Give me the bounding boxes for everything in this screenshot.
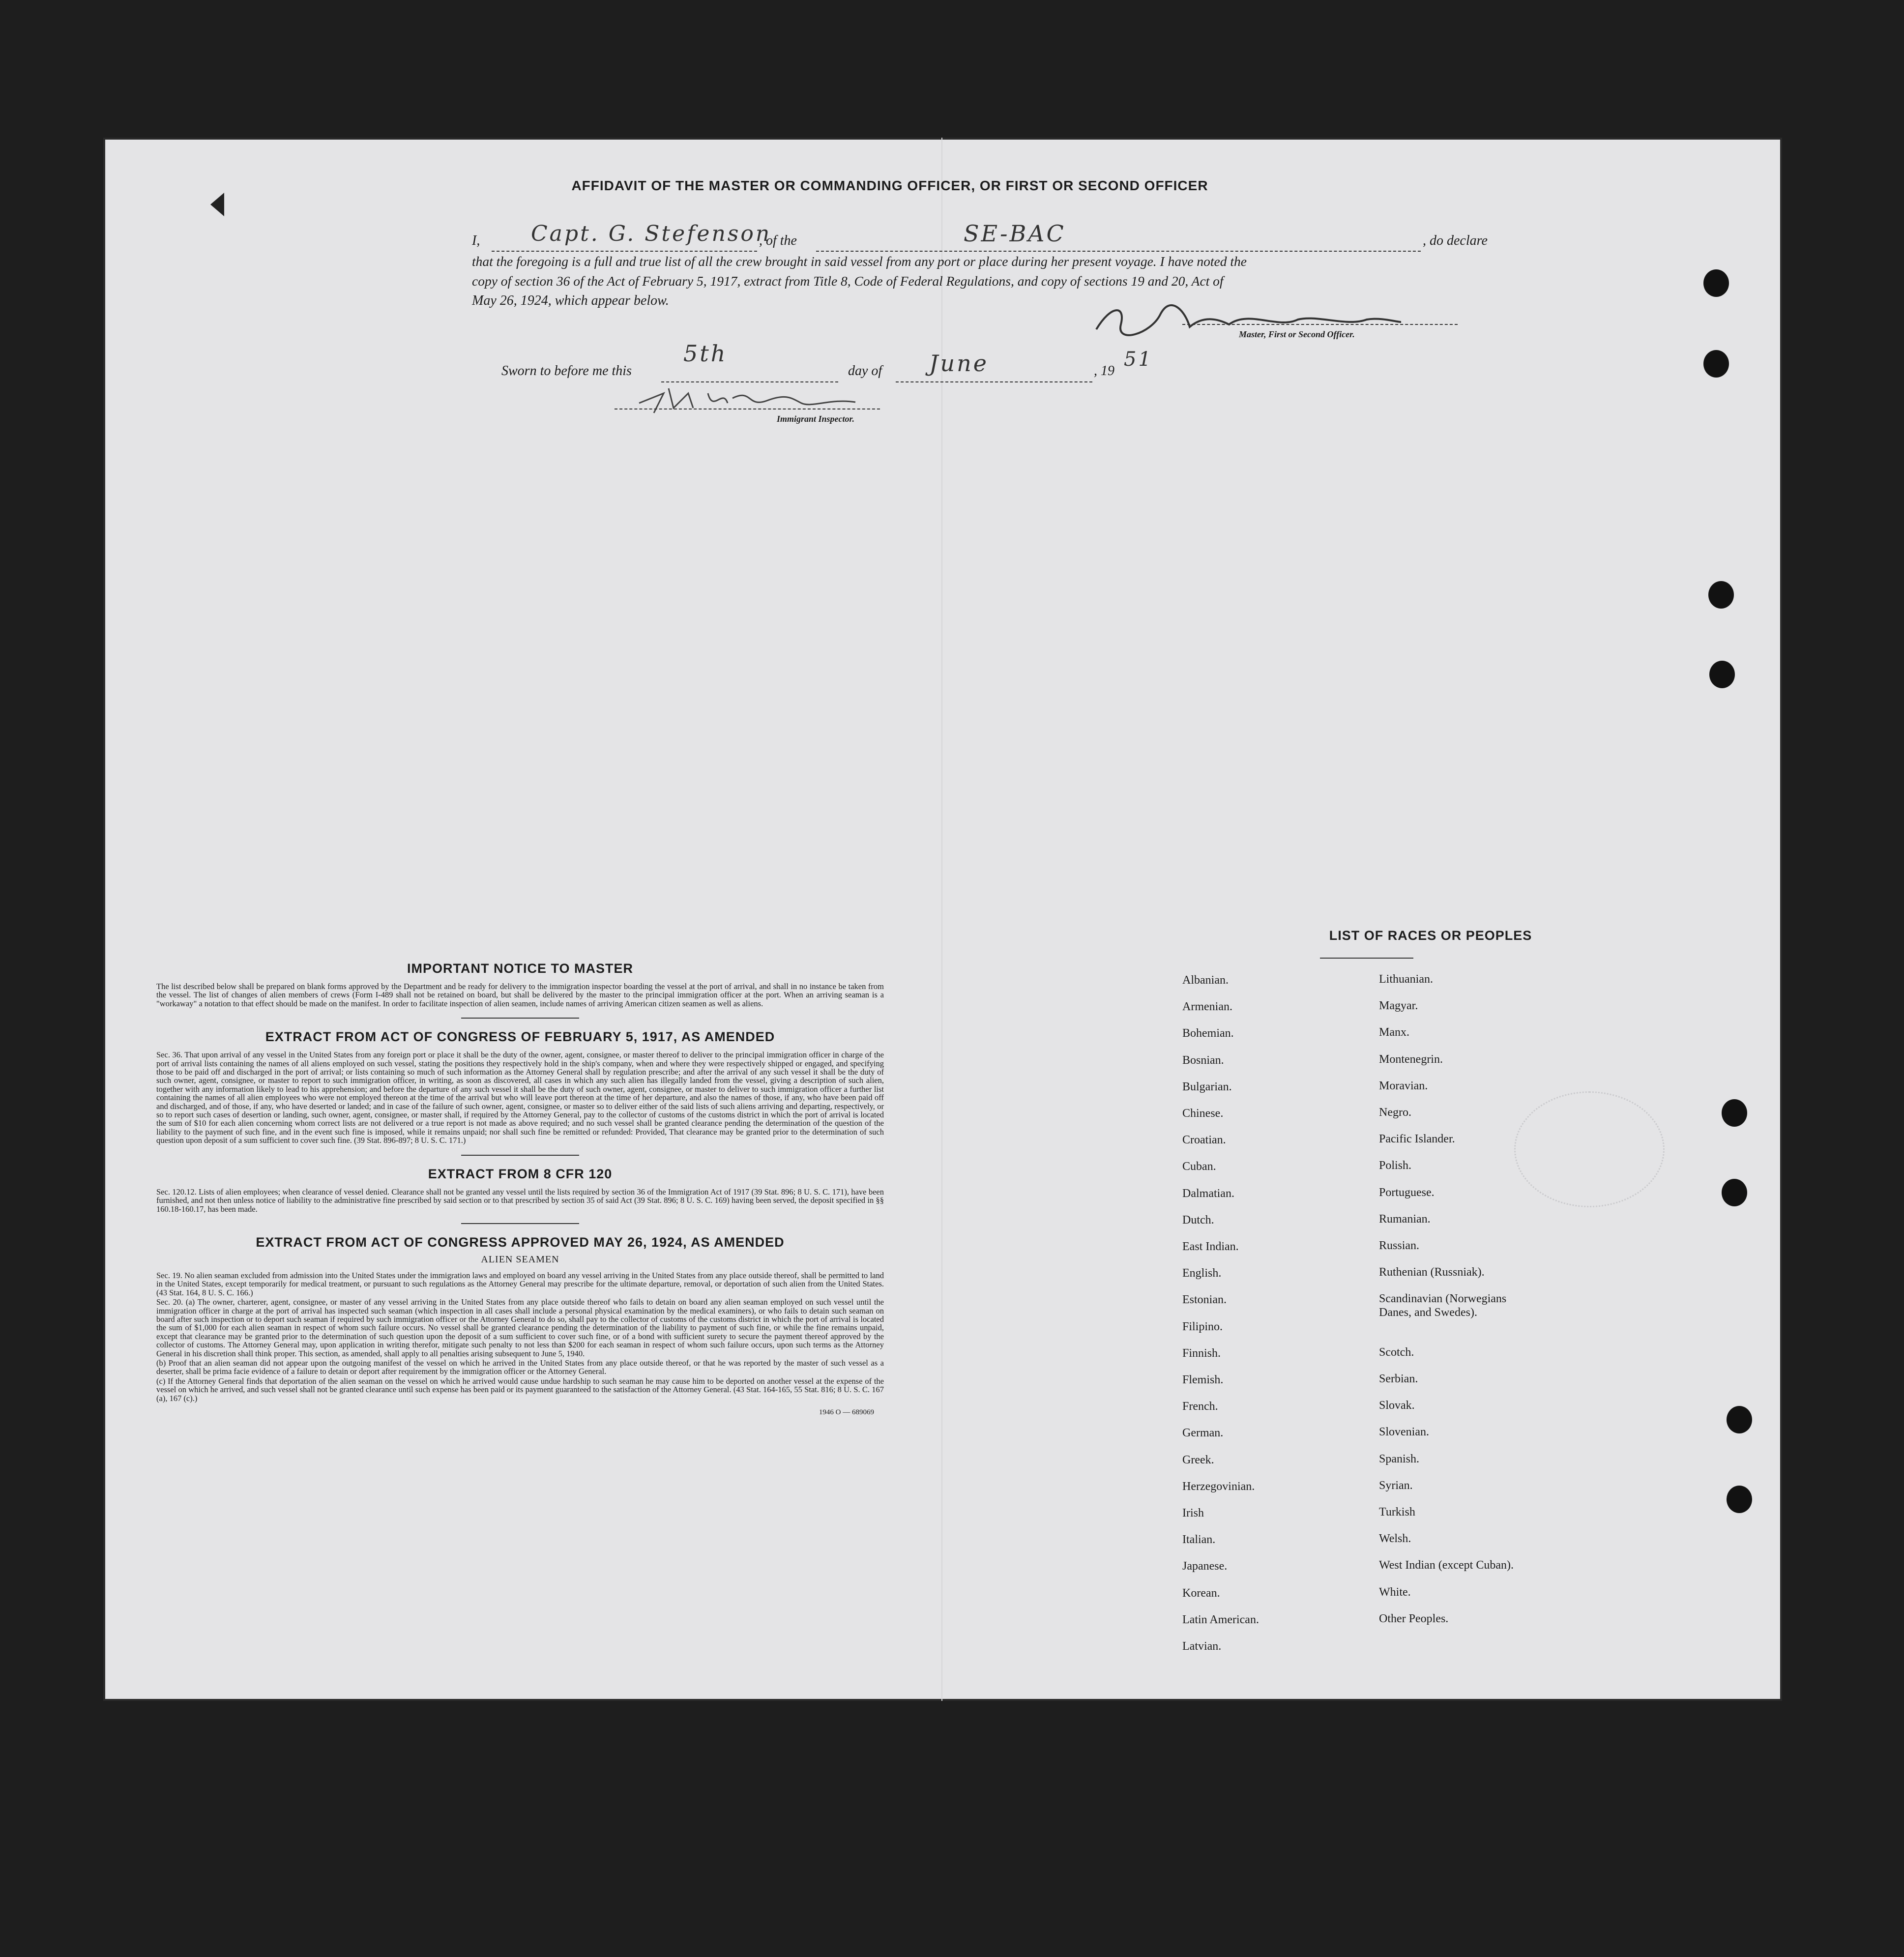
faint-seal-stamp <box>1514 1091 1665 1207</box>
month-fill-line <box>896 365 1092 382</box>
punch-hole-icon <box>1727 1406 1752 1433</box>
race-entry: Negro. <box>1379 1106 1411 1119</box>
inspector-sign-line <box>615 408 880 409</box>
race-entry: German. <box>1182 1427 1224 1440</box>
handwritten-vessel: SE-BAC <box>964 220 1066 247</box>
race-entry: Greek. <box>1182 1453 1214 1466</box>
document-page <box>103 138 1782 1701</box>
race-entry: Scandinavian (Norwegians Danes, and Swedes). <box>1379 1292 1507 1319</box>
race-entry: Rumanian. <box>1379 1212 1431 1226</box>
punch-hole-icon <box>1722 1179 1747 1206</box>
extract-cfr-title: EXTRACT FROM 8 CFR 120 <box>428 1166 613 1181</box>
sworn-before-label: Sworn to before me this <box>501 363 632 379</box>
master-sign-line <box>1182 323 1458 325</box>
race-entry: Japanese. <box>1182 1560 1228 1573</box>
affidavit-do-declare-label: , do declare <box>1423 233 1488 248</box>
race-entry: Turkish <box>1379 1506 1415 1519</box>
race-entry: Montenegrin. <box>1379 1052 1443 1066</box>
race-entry: Pacific Islander. <box>1379 1133 1455 1146</box>
divider <box>461 1155 579 1156</box>
race-entry: Portuguese. <box>1379 1186 1435 1199</box>
race-entry: Armenian. <box>1182 1000 1232 1014</box>
punch-hole-icon <box>1709 661 1735 688</box>
race-entry: White. <box>1379 1585 1411 1599</box>
race-entry: Scotch. <box>1379 1345 1414 1359</box>
race-entry: Moravian. <box>1379 1079 1428 1092</box>
race-entry: Polish. <box>1379 1159 1412 1172</box>
race-entry: Lithuanian. <box>1379 973 1433 986</box>
race-entry: Chinese. <box>1182 1107 1224 1120</box>
affidavit-title: AFFIDAVIT OF THE MASTER OR COMMANDING OFFICER, OR FIRST OR SECOND OFFICER <box>571 178 1208 193</box>
arrow-marker-icon <box>210 193 224 216</box>
race-entry: Bohemian. <box>1182 1027 1234 1040</box>
handwritten-day: 5th <box>683 340 728 367</box>
affidavit-line-2: that the foregoing is a full and true list of all the crew brought in said vessel from any port or place during her present voyage. I have noted the <box>472 254 1247 269</box>
extract-cfr-text: Sec. 120.12. Lists of alien employees; when clearance of vessel denied. Clearance shall not be granted any vessel until the lists required by section 36 of the Immigration Act of 1917 (39 Stat. 896; 8 U. S. C. 171), have been furnished, and not then unless notice of liability to the administrative fine prescribed by said section or to that prescribed by section 35 of said Act (39 Stat. 896; 8 U. S. C. 169) having been served, the deposit specified in §§ 160.18-160.17, has been made. <box>156 1187 884 1214</box>
race-entry: Russian. <box>1379 1239 1420 1252</box>
divider <box>461 1018 579 1019</box>
race-entry: Flemish. <box>1182 1373 1224 1386</box>
race-entry: Ruthenian (Russniak). <box>1379 1266 1485 1279</box>
race-entry: Spanish. <box>1379 1452 1420 1465</box>
notice-text: The list described below shall be prepared on blank forms approved by the Department and be ready for delivery to the immigration inspector boarding the vessel at the port of arrival, and shall in no instance be taken from the vessel. The list of changes of alien members of crews (Form I-489 shall not be retained on board, but shall be delivered by the master to the principal immigration officer at the port. When an arriving seaman is a "workaway" a notation to that effect should be made on the manifest. In order to facilitate inspection of alien seamen, include names of arriving American citizen seamen as well as aliens. <box>156 982 884 1008</box>
affidavit-of-the-label: , of the <box>759 233 797 248</box>
affidavit-i-label: I, <box>472 233 480 248</box>
vessel-fill-line <box>816 234 1421 252</box>
race-entry: Cuban. <box>1182 1160 1216 1173</box>
extract-1917-text: Sec. 36. That upon arrival of any vessel in the United States from any foreign port or place it shall be the duty of the owner, agent, consignee, or master thereof to deliver to the principal immigration officer in charge of the port of arrival lists containing the names of all aliens employed on such vessel, stating the positions they respectively hold in the ship's company, when and where they were respectively shipped or engaged, and specifying those to be paid off and discharged in the port of arrival; or lists containing so much of such information as the Attorney General shall by regulation prescribe; and after the arrival of any such vessel it shall be the duty of such owner, agent, consignee, or master to report to such immigration officer, in writing, as soon as discovered, all cases in which any such alien has illegally landed from the vessel, giving a description of such alien, together with any information likely to lead to his apprehension; and before the departure of any such vessel it shall be the duty of such owner, agent, consignee, or master to deliver to such immigration officer a further list containing the names of all alien employees who were not employed thereon at the time of the arrival but who will leave port thereon at the time of her departure, and also the names of those, if any, who have been paid off and discharged, and of those, if any, who have deserted or landed; and in case of the failure of such owner, agent, consignee, or master so to deliver either of the said lists of such aliens arriving and departing, respectively, or so to report such cases of desertion or landing, such owner, agent, consignee, or master shall, if required by the Attorney General, pay to the collector of customs of the customs district in which the port of arrival is located the sum of $10 for each alien concerning whom correct lists are not delivered or a true report is not made as above required; and no such vessel shall be granted clearance pending the determination of the question of the liability to the payment of such fine, and in the event such fine is imposed, while it remains unpaid; nor shall such fine be remitted or refunded: Provided, That clearance may be granted prior to the determination of such question upon deposit of a sum sufficient to cover such fine. (39 Stat. 896-897; 8 U. S. C. 171.) <box>156 1050 884 1145</box>
handwritten-name: Capt. G. Stefenson <box>531 221 772 246</box>
notice-title: IMPORTANT NOTICE TO MASTER <box>407 961 633 976</box>
race-entry: English. <box>1182 1267 1222 1280</box>
race-entry: Slovak. <box>1379 1399 1415 1412</box>
affidavit-line-3: copy of section 36 of the Act of February 5, 1917, extract from Title 8, Code of Federal Regulations, and copy of sections 19 and 20, Act of <box>472 273 1224 289</box>
divider <box>461 1223 579 1224</box>
race-entry: Korean. <box>1182 1586 1220 1600</box>
race-entry: Slovenian. <box>1379 1426 1429 1439</box>
race-entry: French. <box>1182 1400 1218 1413</box>
race-entry: Bosnian. <box>1182 1053 1224 1067</box>
race-entry: Herzegovinian. <box>1182 1480 1255 1493</box>
races-title: LIST OF RACES OR PEOPLES <box>1329 928 1532 943</box>
punch-hole-icon <box>1708 581 1734 609</box>
punch-hole-icon <box>1703 269 1729 297</box>
race-entry: Italian. <box>1182 1533 1216 1547</box>
race-entry: West Indian (except Cuban). <box>1379 1559 1514 1572</box>
handwritten-year: 51 <box>1124 348 1153 371</box>
extract-1924-para-2: Sec. 20. (a) The owner, charterer, agent, consignee, or master of any vessel arriving in the United States from any place outside thereof who fails to detain on board any alien seaman employed on such vessel until the immigration officer in charge at the port of arrival has inspected such seaman (which inspection in all cases shall include a personal physical examination by the medical examiners), or who fails to detain such seaman on board after such inspection or to deport such seaman if required by such immigration officer or the Attorney General to do so, shall pay to the collector of customs of the customs district in which the port of arrival is located the sum of $1,000 for each alien seaman in respect of whom such failure occurs. No vessel shall be granted clearance pending the determination of the liability to payment of such fine, or while the fine remains unpaid, except that clearance may be granted prior to the determination of such question upon the deposit of a sum sufficient to cover such fine, or of a bond with sufficient surety to secure the payment thereof approved by the collector of customs. The Attorney General may, upon application in writing therefor, mitigate such penalty to not less than $200 for each seaman in respect of whom such failure occurs, upon such terms as the Attorney General in his discretion shall think proper. This section, as amended, shall apply to all penalties arising subsequent to June 5, 1940. <box>156 1297 884 1358</box>
race-entry: Syrian. <box>1379 1479 1413 1492</box>
print-code: 1946 O — 689069 <box>819 1408 874 1416</box>
race-entry: Filipino. <box>1182 1320 1223 1333</box>
extract-1924-para-1: Sec. 19. No alien seaman excluded from admission into the United States under the immigration laws and employed on board any vessel arriving in the United States from any place outside thereof, shall be permitted to land in the United States, except temporarily for medical treatment, or pursuant to such regulations as the Attorney General may prescribe for the ultimate departure, removal, or deportation of such alien from the United States. (43 Stat. 164, 8 U. S. C. 166.) <box>156 1270 884 1297</box>
race-entry: Croatian. <box>1182 1134 1226 1147</box>
punch-hole-icon <box>1722 1099 1747 1127</box>
extract-1917-title: EXTRACT FROM ACT OF CONGRESS OF FEBRUARY 5, 1917, AS AMENDED <box>265 1029 775 1045</box>
punch-hole-icon <box>1727 1486 1752 1513</box>
race-entry: Bulgarian. <box>1182 1080 1232 1093</box>
race-entry: Finnish. <box>1182 1346 1221 1360</box>
extract-1924-para-4: (c) If the Attorney General finds that deportation of the alien seaman on the vessel on which he arrived would cause undue hardship to such seaman he may cause him to be deported on another vessel at the expense of the vessel on which he arrived, and such vessel shall not be granted clearance until such expense has been paid or its payment guaranteed to the satisfaction of the Attorney General. (43 Stat. 164-165, 55 Stat. 816; 8 U. S. C. 167 (a), 167 (c).) <box>156 1376 884 1403</box>
day-of-label: day of <box>848 363 882 379</box>
extract-1924-para-3: (b) Proof that an alien seaman did not appear upon the outgoing manifest of the vessel on which he arrived in the United States from any place outside thereof, or that he was reported by the master of such vessel as a deserter, shall be prima facie evidence of a failure to detain or deport after requirement by the immigration officer or the Attorney General. <box>156 1358 884 1376</box>
race-entry: Dutch. <box>1182 1213 1214 1227</box>
master-caption: Master, First or Second Officer. <box>1239 329 1355 339</box>
race-entry: Serbian. <box>1379 1373 1418 1385</box>
race-entry: Estonian. <box>1182 1293 1227 1307</box>
race-entry: Dalmatian. <box>1182 1187 1234 1200</box>
race-entry: Manx. <box>1379 1026 1409 1039</box>
year-prefix: , 19 <box>1094 363 1114 379</box>
notice-column <box>156 961 884 1417</box>
race-entry: Other Peoples. <box>1379 1612 1449 1625</box>
race-entry: East Indian. <box>1182 1240 1239 1253</box>
extract-1924-subtitle: ALIEN SEAMEN <box>481 1254 559 1265</box>
handwritten-month: June <box>929 350 989 377</box>
affidavit-line-4: May 26, 1924, which appear below. <box>472 293 669 308</box>
races-divider <box>1320 958 1413 959</box>
race-entry: Albanian. <box>1182 974 1229 987</box>
inspector-signature <box>634 379 860 418</box>
race-entry: Latin American. <box>1182 1613 1259 1626</box>
extract-1924-title: EXTRACT FROM ACT OF CONGRESS APPROVED MAY 26, 1924, AS AMENDED <box>256 1234 785 1250</box>
inspector-caption: Immigrant Inspector. <box>777 414 855 424</box>
race-entry: Latvian. <box>1182 1640 1222 1653</box>
race-entry: Magyar. <box>1379 999 1418 1013</box>
punch-hole-icon <box>1703 350 1729 378</box>
race-entry: Irish <box>1182 1507 1204 1519</box>
race-entry: Welsh. <box>1379 1532 1411 1546</box>
